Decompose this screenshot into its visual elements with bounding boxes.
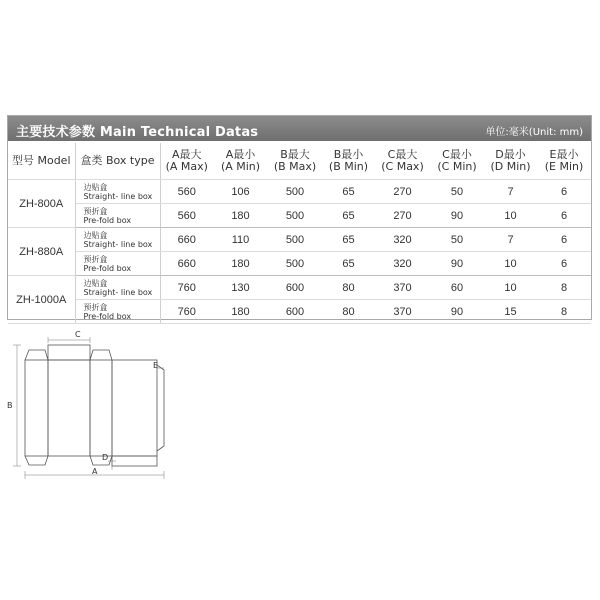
value-cell: 65 (322, 228, 375, 252)
value-cell: 65 (322, 252, 375, 276)
value-cell: 90 (430, 300, 484, 324)
value-cell: 760 (160, 276, 213, 300)
box-type-cell: 预折盒 Pre-fold box (75, 300, 160, 324)
col-header-b-min: B最小 (B Min) (322, 143, 375, 180)
dim-d-label: D (102, 453, 109, 462)
dim-b-label: B (7, 401, 13, 410)
value-cell: 10 (484, 276, 537, 300)
panel-title: 主要技术参数 Main Technical Datas (16, 125, 259, 140)
table-row (8, 252, 591, 276)
value-cell: 660 (160, 252, 213, 276)
bottom-dust-flap-1 (25, 456, 48, 465)
col-header-e-min: E最小 (E Min) (537, 143, 591, 180)
value-cell: 15 (484, 300, 537, 324)
value-cell: 8 (537, 300, 591, 324)
glue-tab (157, 365, 164, 451)
col-header-c-max: C最大 (C Max) (375, 143, 430, 180)
value-cell: 10 (484, 204, 537, 228)
col-header-d-min: D最小 (D Min) (484, 143, 537, 180)
title-bar (8, 116, 591, 141)
value-cell: 6 (537, 228, 591, 252)
box-dieline-diagram (5, 325, 185, 490)
box-type-cell: 边贴盒 Straight- line box (75, 228, 160, 252)
technical-data-panel (7, 115, 592, 320)
value-cell: 180 (213, 252, 268, 276)
dim-e-label: E (153, 361, 159, 370)
value-cell: 660 (160, 228, 213, 252)
model-cell: ZH-800A (8, 180, 75, 228)
value-cell: 500 (268, 204, 322, 228)
table-row (8, 180, 591, 204)
panel-2 (48, 360, 90, 456)
col-header-a-min: A最小 (A Min) (213, 143, 268, 180)
box-type-cell: 边贴盒 Straight- line box (75, 180, 160, 204)
model-cell: ZH-880A (8, 228, 75, 276)
dim-c-label: C (75, 330, 81, 339)
value-cell: 10 (484, 252, 537, 276)
value-cell: 560 (160, 204, 213, 228)
box-type-cell: 预折盒 Pre-fold box (75, 204, 160, 228)
value-cell: 560 (160, 180, 213, 204)
value-cell: 50 (430, 180, 484, 204)
value-cell: 60 (430, 276, 484, 300)
spec-table (8, 143, 591, 324)
top-dust-flap-1 (25, 350, 48, 360)
value-cell: 65 (322, 180, 375, 204)
value-cell: 6 (537, 180, 591, 204)
value-cell: 500 (268, 228, 322, 252)
value-cell: 80 (322, 276, 375, 300)
dim-a-label: A (92, 467, 98, 476)
value-cell: 110 (213, 228, 268, 252)
dieline-drawing (5, 325, 185, 490)
col-header-a-max: A最大 (A Max) (160, 143, 213, 180)
col-header-model: 型号 Model (8, 143, 75, 180)
panel-1 (25, 360, 48, 456)
value-cell: 600 (268, 300, 322, 324)
value-cell: 6 (537, 204, 591, 228)
unit-label: 单位:毫米(Unit: mm) (485, 127, 583, 138)
value-cell: 270 (375, 180, 430, 204)
table-row (8, 228, 591, 252)
value-cell: 500 (268, 252, 322, 276)
value-cell: 7 (484, 180, 537, 204)
value-cell: 90 (430, 252, 484, 276)
top-flap (48, 345, 90, 360)
model-cell: ZH-1000A (8, 276, 75, 324)
value-cell: 370 (375, 276, 430, 300)
bottom-dust-flap-2 (90, 456, 112, 465)
value-cell: 8 (537, 276, 591, 300)
value-cell: 180 (213, 300, 268, 324)
bottom-flap (112, 456, 157, 466)
table-row (8, 300, 591, 324)
box-type-cell: 边贴盒 Straight- line box (75, 276, 160, 300)
value-cell: 760 (160, 300, 213, 324)
value-cell: 65 (322, 204, 375, 228)
value-cell: 130 (213, 276, 268, 300)
value-cell: 320 (375, 228, 430, 252)
table-row (8, 276, 591, 300)
value-cell: 320 (375, 252, 430, 276)
value-cell: 270 (375, 204, 430, 228)
header-row (8, 143, 591, 180)
panel-3 (90, 360, 112, 456)
value-cell: 90 (430, 204, 484, 228)
value-cell: 500 (268, 180, 322, 204)
top-dust-flap-2 (90, 350, 112, 360)
panel-4 (112, 360, 157, 456)
value-cell: 80 (322, 300, 375, 324)
value-cell: 6 (537, 252, 591, 276)
col-header-b-max: B最大 (B Max) (268, 143, 322, 180)
table-row (8, 204, 591, 228)
value-cell: 600 (268, 276, 322, 300)
value-cell: 370 (375, 300, 430, 324)
value-cell: 180 (213, 204, 268, 228)
col-header-c-min: C最小 (C Min) (430, 143, 484, 180)
value-cell: 50 (430, 228, 484, 252)
value-cell: 7 (484, 228, 537, 252)
value-cell: 106 (213, 180, 268, 204)
col-header-box-type: 盒类 Box type (75, 143, 160, 180)
box-type-cell: 预折盒 Pre-fold box (75, 252, 160, 276)
